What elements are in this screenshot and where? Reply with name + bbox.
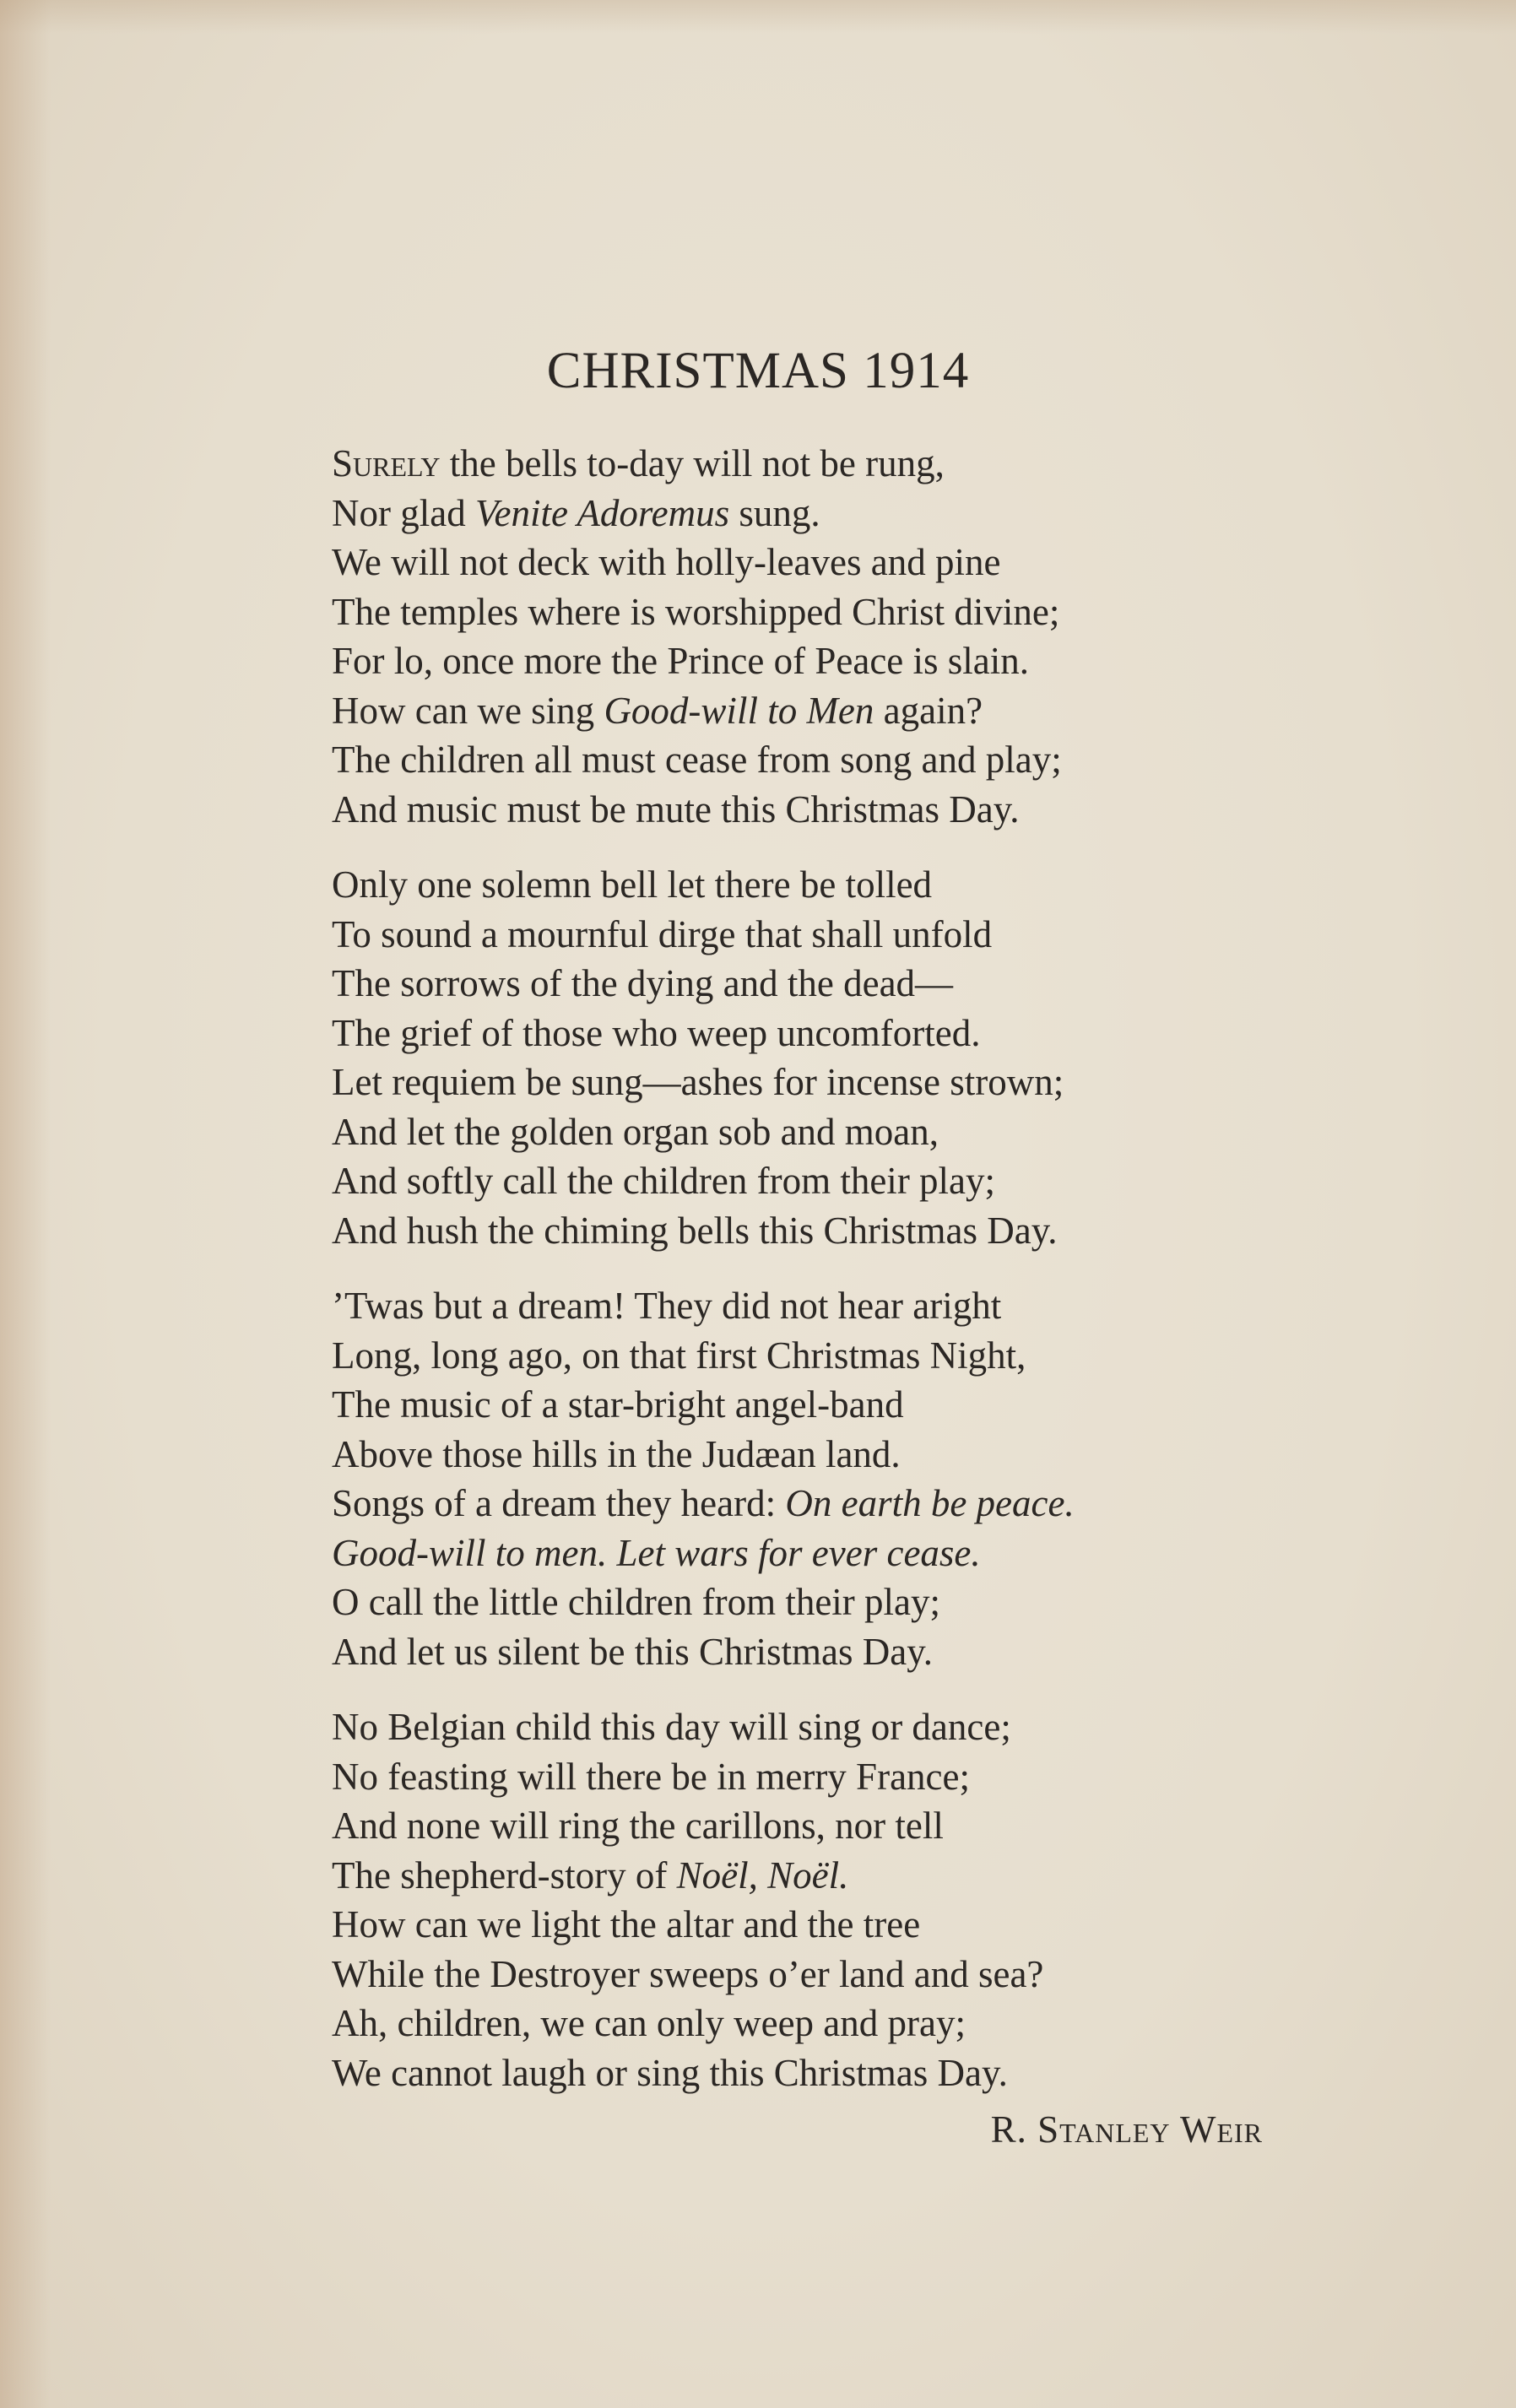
poem-line xyxy=(332,489,1387,538)
line-segment: And softly call the children from their play; xyxy=(332,1160,996,1202)
line-segment: On earth be peace. xyxy=(785,1482,1075,1524)
poem-line xyxy=(332,1281,1387,1331)
line-segment: For lo, once more the Prince of Peace is slain. xyxy=(332,640,1030,682)
poem-line xyxy=(332,1627,1387,1677)
line-segment: The grief of those who weep uncomforted. xyxy=(332,1011,981,1054)
stanza xyxy=(332,439,1387,834)
poem-line xyxy=(332,1331,1387,1381)
poem-line xyxy=(332,1009,1387,1058)
line-segment: The children all must cease from song and play; xyxy=(332,739,1062,781)
line-segment: Long, long ago, on that first Christmas Night, xyxy=(332,1334,1026,1377)
line-segment: The shepherd-story of xyxy=(332,1853,677,1897)
poem-line xyxy=(332,636,1387,686)
poem-line xyxy=(332,910,1387,960)
line-segment: O call the little children from their play; xyxy=(332,1581,941,1623)
line-segment: We cannot laugh or sing this Christmas Day. xyxy=(332,2051,1008,2094)
poem-line xyxy=(332,538,1387,587)
line-segment: And let the golden organ sob and moan, xyxy=(332,1110,939,1153)
line-segment: While the Destroyer sweeps o’er land and sea? xyxy=(332,1952,1044,1995)
poem-body xyxy=(332,439,1387,2124)
poem-line xyxy=(332,2048,1387,2098)
line-segment: Good-will to men. Let wars for ever cease. xyxy=(332,1531,981,1574)
line-segment: Above those hills in the Judæan land. xyxy=(332,1432,901,1475)
poem-line xyxy=(332,1479,1387,1529)
line-segment: ’Twas but a dream! They did not hear aright xyxy=(332,1285,1002,1327)
poem-line xyxy=(332,1900,1387,1950)
poem-line xyxy=(332,1702,1387,1752)
line-segment: Let requiem be sung—ashes for incense strown; xyxy=(332,1061,1064,1103)
line-segment: No feasting will there be in merry France; xyxy=(332,1755,970,1798)
poem-line xyxy=(332,1430,1387,1480)
line-segment: Only one solemn bell let there be tolled xyxy=(332,863,933,906)
line-segment: Noël, Noël. xyxy=(676,1853,849,1897)
line-segment: And none will ring the carillons, nor tell xyxy=(332,1805,944,1847)
line-segment: sung. xyxy=(729,491,820,534)
line-segment: The temples where is worshipped Christ divine; xyxy=(332,590,1060,633)
poem-line xyxy=(332,860,1387,910)
line-segment: And let us silent be this Christmas Day. xyxy=(332,1630,934,1673)
poem-line xyxy=(332,785,1387,835)
poem-line xyxy=(332,1851,1387,1901)
stanza xyxy=(332,860,1387,1255)
stanza xyxy=(332,1281,1387,1676)
line-segment: again? xyxy=(874,689,983,732)
poem-line xyxy=(332,587,1387,637)
line-segment: And music must be mute this Christmas Day. xyxy=(332,787,1020,831)
poem-line xyxy=(332,735,1387,785)
poem-line xyxy=(332,686,1387,736)
line-segment: No Belgian child this day will sing or dance; xyxy=(332,1706,1011,1748)
poem-line xyxy=(332,1529,1387,1578)
line-segment: We will not deck with holly-leaves and pine xyxy=(332,541,1001,583)
line-segment: Good-will to Men xyxy=(604,689,874,732)
poem-author: R. Stanley Weir xyxy=(990,2108,1263,2151)
line-segment: Nor glad xyxy=(332,491,475,534)
poem-line xyxy=(332,959,1387,1009)
line-segment: Ah, children, we can only weep and pray; xyxy=(332,2002,966,2044)
line-segment: Surely xyxy=(332,442,441,484)
poem-line xyxy=(332,1801,1387,1851)
poem-line xyxy=(332,1752,1387,1802)
poem-line xyxy=(332,1206,1387,1256)
line-segment: To sound a mournful dirge that shall unfold xyxy=(332,912,993,955)
poem-line xyxy=(332,1058,1387,1107)
line-segment: Venite Adoremus xyxy=(474,491,730,534)
line-segment: And hush the chiming bells this Christmas Day. xyxy=(332,1209,1058,1252)
line-segment: The music of a star-bright angel-band xyxy=(332,1383,904,1426)
line-segment: the bells to-day will not be rung, xyxy=(440,442,945,484)
poem-line xyxy=(332,1107,1387,1157)
poem-line xyxy=(332,1156,1387,1206)
line-segment: The sorrows of the dying and the dead— xyxy=(332,962,954,1004)
poem-line xyxy=(332,1577,1387,1627)
line-segment: Songs of a dream they heard: xyxy=(332,1482,786,1524)
poem-line xyxy=(332,1950,1387,1999)
stanza xyxy=(332,1702,1387,2097)
page-top-shadow xyxy=(0,0,1516,34)
line-segment: How can we light the altar and the tree xyxy=(332,1903,921,1945)
poem-line xyxy=(332,1380,1387,1430)
poem-line xyxy=(332,439,1387,489)
poem-title: CHRISTMAS 1914 xyxy=(546,343,970,399)
poem-line xyxy=(332,1999,1387,2048)
line-segment: How can we sing xyxy=(332,689,604,732)
